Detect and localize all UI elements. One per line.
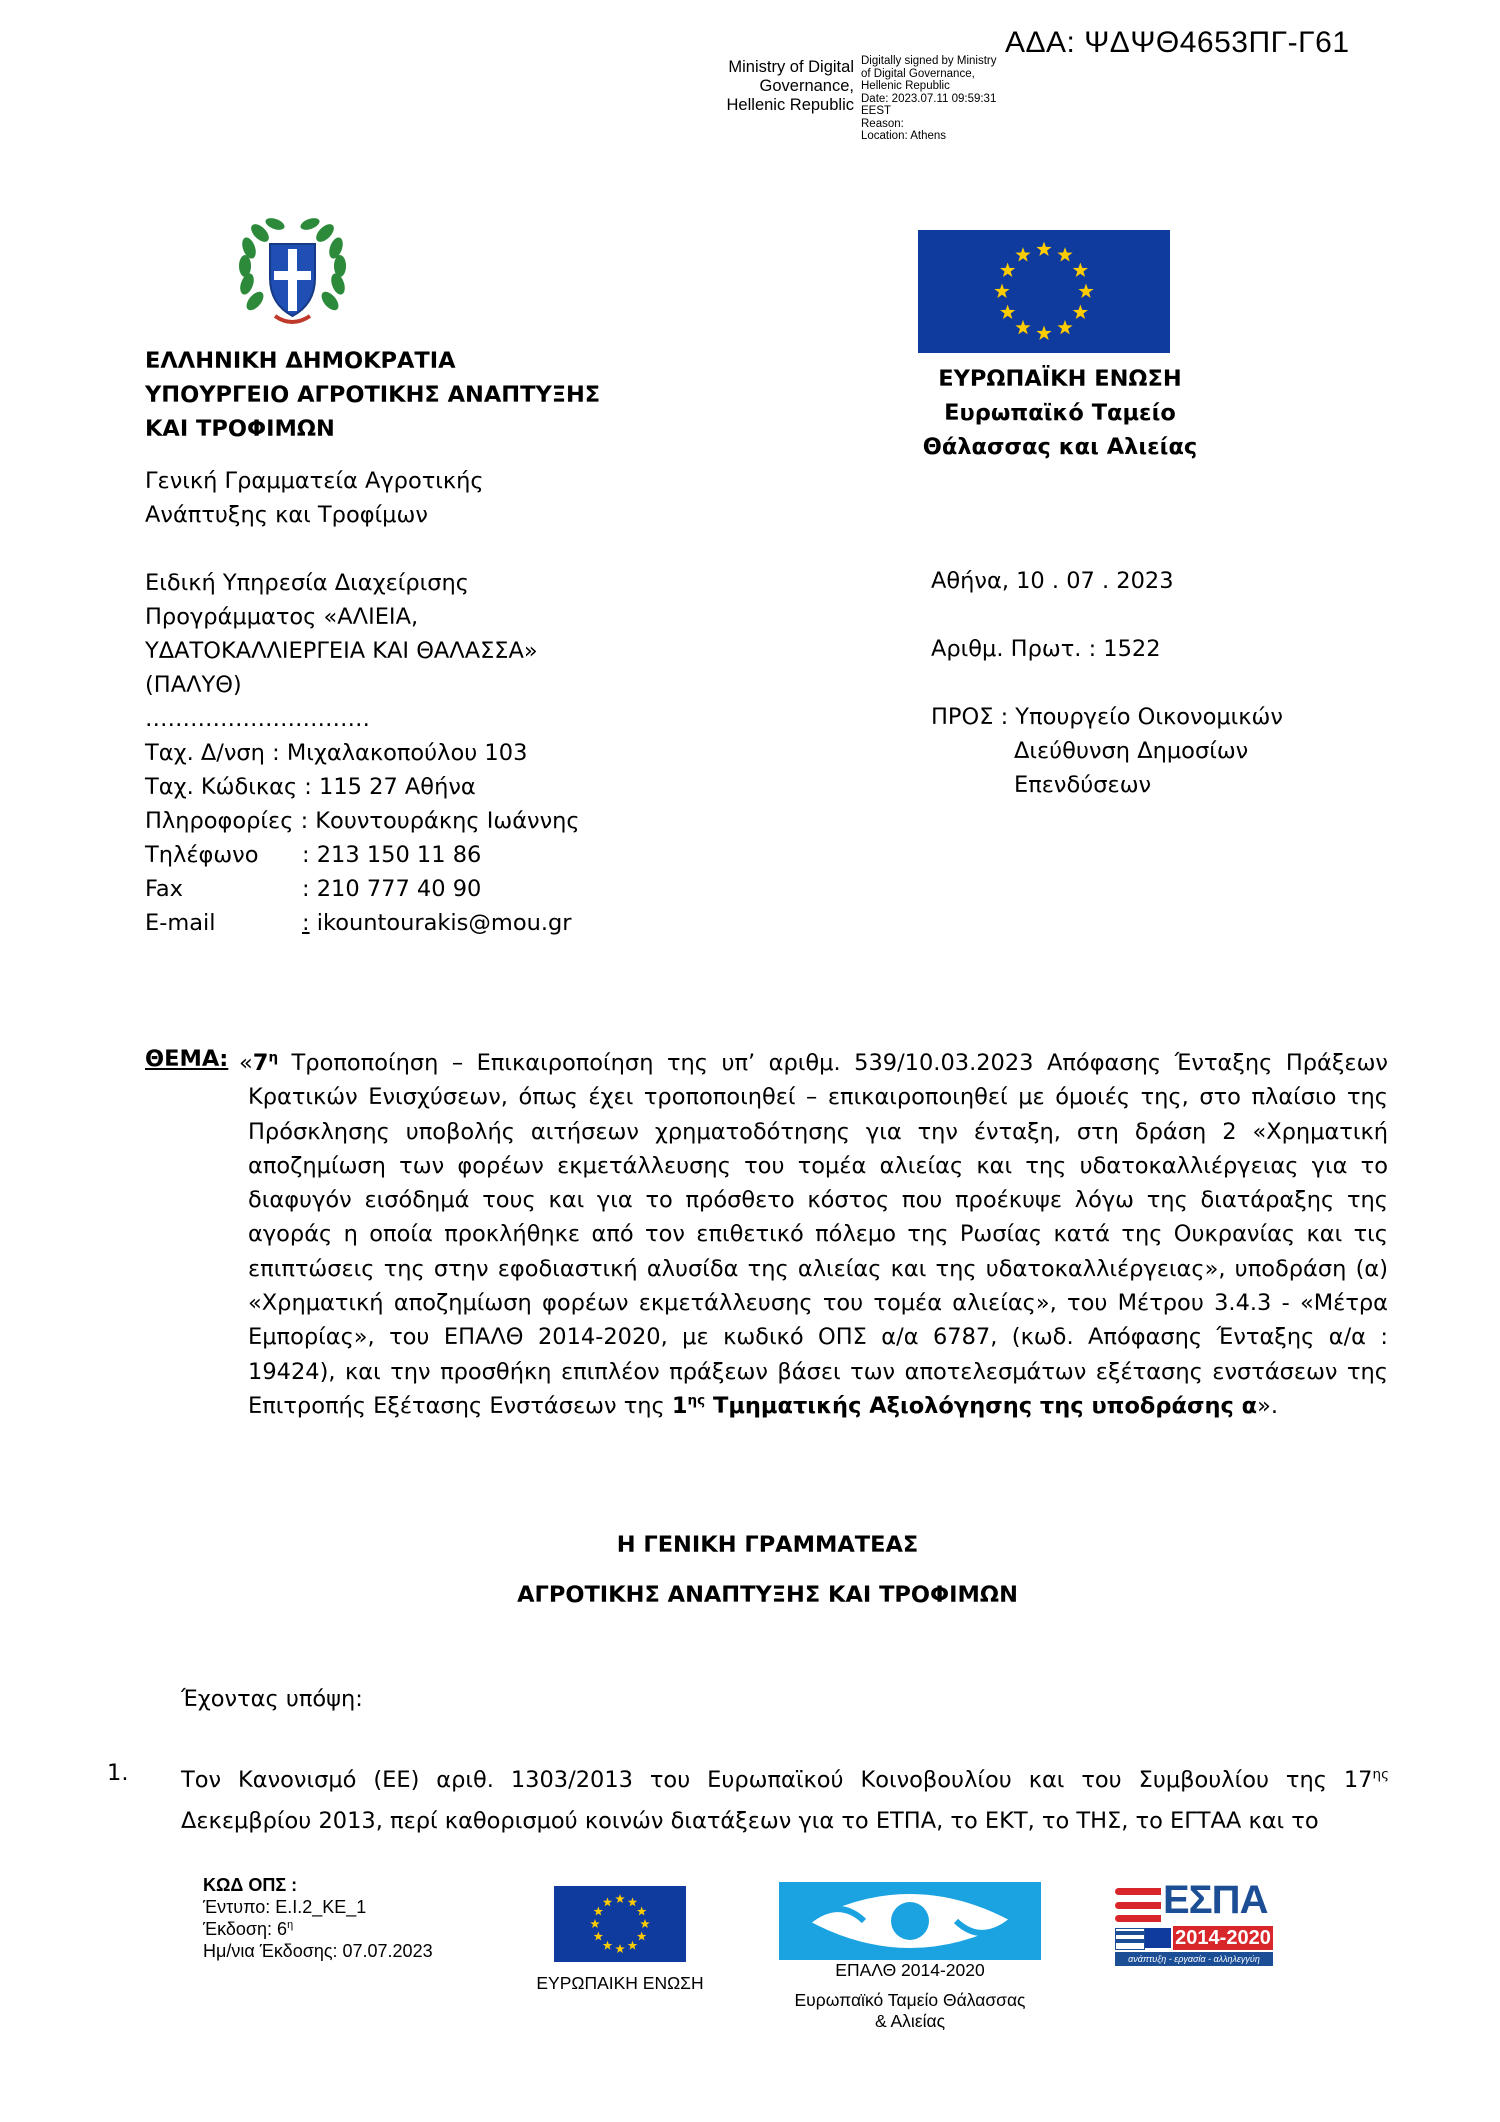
subject-label: ΘΕΜΑ: <box>145 1046 229 1072</box>
eu-flag-logo <box>918 230 1170 353</box>
fax-row: Fax : 210 777 40 90 <box>145 876 482 902</box>
email-link[interactable]: ikountourakis@mou.gr <box>309 910 572 936</box>
ministry-heading: ΕΛΛΗΝΙΚΗ ΔΗΜΟΚΡΑΤΙΑ ΥΠΟΥΡΓΕΙΟ ΑΓΡΟΤΙΚΗΣ ΑΝΑΠΤΥΞΗΣ ΚΑΙ ΤΡΟΦΙΜΩΝ <box>145 348 601 442</box>
service-block: Ειδική Υπηρεσία Διαχείρισης Προγράμματος «ΑΛΙΕΙΑ, ΥΔΑΤΟΚΑΛΛΙΕΡΓΕΙΑ ΚΑΙ ΘΑΛΑΣΣΑ» (ΠΑΛΥΘ) ………………………… Ταχ. Δ/νση : Μιχαλακοπούλου 103 Ταχ. Κώδικας : 115 27 Αθήνα Πληροφορίες : Κουντουράκης Ιωάννης <box>145 570 580 834</box>
recipient-block: ΠΡΟΣ : Υπουργείο Οικονομικών Διεύθυνση Δημοσίων Επενδύσεων <box>931 704 1283 798</box>
secretariat-block: Γενική Γραμματεία Αγροτικής Ανάπτυξης και Τροφίμων <box>145 468 484 528</box>
eu-caption: ΕΥΡΩΠΑΙΚΗ ΕΝΩΣΗ <box>536 1973 704 1993</box>
eu-fund-heading: ΕΥΡΩΠΑΪΚΗ ΕΝΩΣΗ Ευρωπαϊκό Ταμείο Θάλασσας και Αλιείας <box>922 366 1198 460</box>
signature-organization: Ministry of Digital Governance, Hellenic Republic <box>726 58 854 114</box>
email-row: E-mail : ikountourakis@mou.gr <box>145 910 572 936</box>
contact-block <box>145 838 572 940</box>
eu-mini-flag-icon <box>1145 1928 1171 1948</box>
considering-label: Έχοντας υπόψη: <box>181 1686 363 1712</box>
subject-text: «$7^\eta$ Τροποποίηση – Επικαιροποίηση της υπ’ αριθμ. 539/10.03.2023 Απόφασης Ένταξης Πράξεων Κρατικών Ενισχύσεων, όπως έχει τροποποιηθεί – επικαιροποιηθεί με όμοιές της, στο πλαίσιο της Πρόσκλησης υποβολής αιτήσεων χρηματοδότησης για την ένταξη, στη δράση 2 «Χρηματική αποζημίωση των φορέων εκμετάλλευσης του τομέα αλιείας και της υδατοκαλλιέργειας για το διαφυγόν εισόδημά τους και για το πρόσθετο κόστος που προέκυψε λόγω της διατάραξης της αγοράς η οποία προκλήθηκε από τον επιθετικό πόλεμο της Ρωσίας κατά της Ουκρανίας και τις επιπτώσεις της στην εφοδιαστική αλυσίδα της αλιείας και της υδατοκαλλιέργειας», υποδράση (α) «Χρηματική αποζημίωση φορέων εκμετάλλευσης του τομέα αλιείας», του Μέτρου 3.4.3 - «Μέτρα Εμπορίας», του ΕΠΑΛΘ 2014-2020, με κωδικό ΟΠΣ α/α 6787, (κωδ. Απόφασης Ένταξης α/α : 19424), και την προσθήκη επιπλέον πράξεων βάσει των αποτελεσμάτων εξέτασης ενστάσεων της Επιτροπής Εξέτασης Ενστάσεων της $1^{\eta\varsigma}$ Τμηματικής Αξιολόγησης της υποδράσης α». <box>239 1049 1388 1419</box>
list-item-number: 1. <box>107 1760 129 1786</box>
ada-code: ΑΔΑ: ΨΔΨΘ4653ΠΓ-Γ61 <box>1005 26 1350 59</box>
authority-title: Η ΓΕΝΙΚΗ ΓΡΑΜΜΑΤΕΑΣ <box>616 1532 919 1558</box>
document-date: Αθήνα, 10 . 07 . 2023 <box>931 568 1174 594</box>
eu-flag-footer-logo <box>554 1886 686 1962</box>
greek-coat-of-arms-logo <box>235 216 350 331</box>
fund-caption: Ευρωπαϊκό Ταμείο Θάλασσας & Αλιείας <box>794 1990 1026 2031</box>
espa-logo: ΕΣΠΑ 2014-2020 ανάπτυξη - εργασία - αλληλεγγύη <box>1115 1888 1275 1974</box>
footer-form-info: ΚΩΔ ΟΠΣ : Έντυπο: Ε.Ι.2_ΚΕ_1 Έκδοση: $6^\eta$ Ημ/νια Έκδοσης: 07.07.2023 <box>203 1875 433 1961</box>
list-item-text: Τον Κανονισμό (ΕΕ) αριθ. 1303/2013 του Ευρωπαϊκού Κοινοβουλίου και του Συμβουλίου της $17^{\eta\varsigma}$ Δεκεμβρίου 2013, περί καθορισμού κοινών διατάξεων για το ΕΤΠΑ, το ΕΚΤ, το ΤΗΣ, το ΕΓΤΑΑ και το <box>181 1766 1389 1834</box>
signature-details: Digitally signed by Ministry of Digital Governance, Hellenic Republic Date: 2023.07.11 09:59:31 EEST Reason: Location: Athens <box>861 55 997 142</box>
phone-row: Τηλέφωνο : 213 150 11 86 <box>145 842 482 868</box>
authority-subtitle: ΑΓΡΟΤΙΚΗΣ ΑΝΑΠΤΥΞΗΣ ΚΑΙ ΤΡΟΦΙΜΩΝ <box>517 1582 1018 1608</box>
protocol-number: Αριθμ. Πρωτ. : 1522 <box>931 636 1161 662</box>
greek-flag-icon <box>1115 1928 1145 1950</box>
epalth-eye-logo <box>779 1882 1041 1960</box>
espa-stripes-icon <box>1115 1888 1161 1922</box>
epalth-caption: ΕΠΑΛΘ 2014-2020 <box>835 1960 985 1980</box>
